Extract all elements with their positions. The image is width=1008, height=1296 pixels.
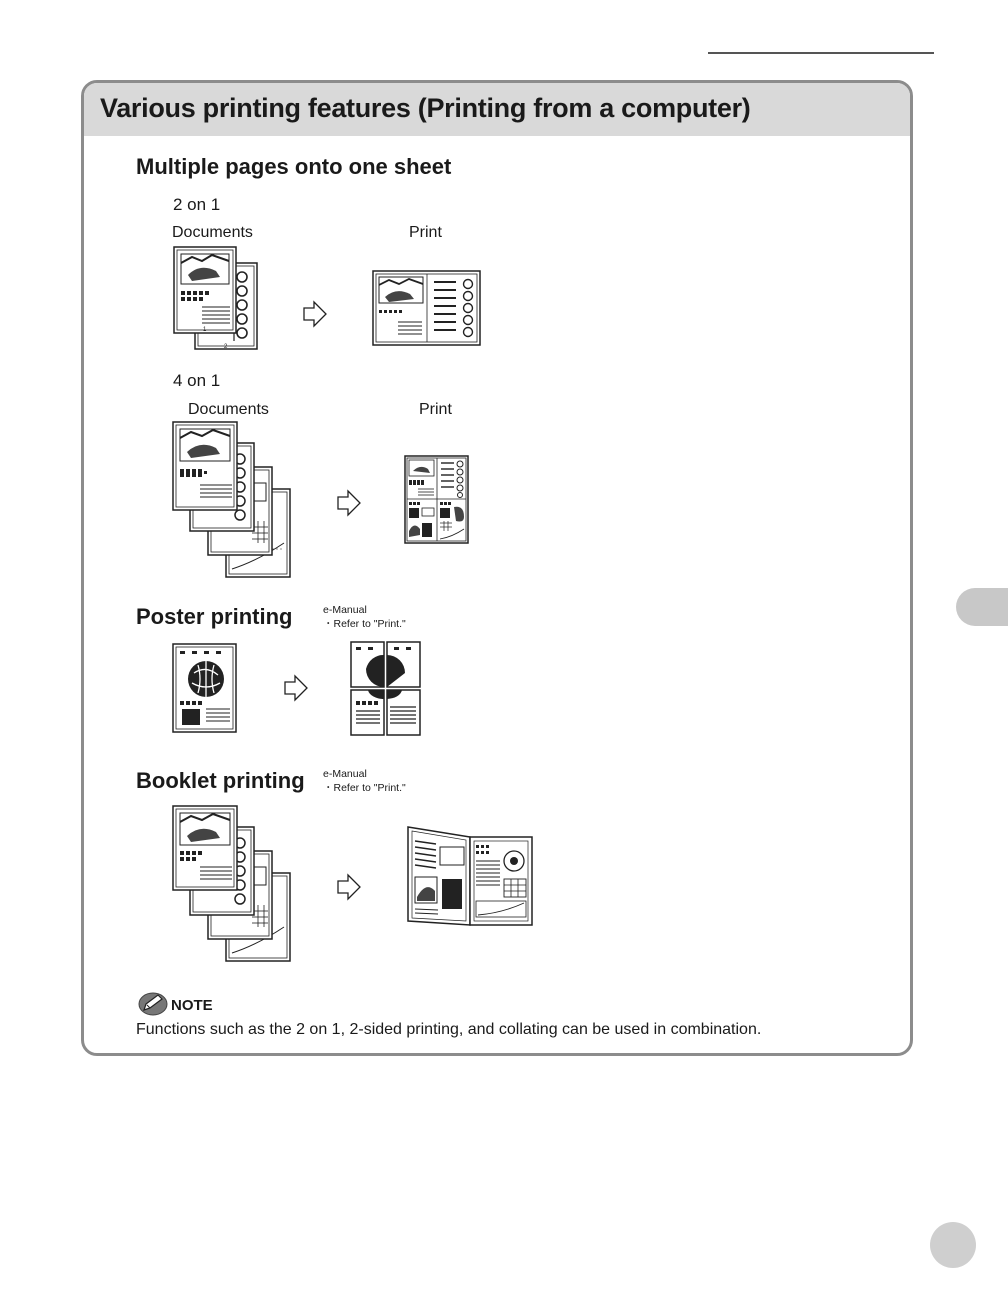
outline-right-arrow-icon bbox=[283, 675, 309, 701]
multiple-pages-heading: Multiple pages onto one sheet bbox=[136, 154, 452, 179]
booklet-emanual-ref bbox=[323, 767, 406, 795]
page-number-circle bbox=[930, 1222, 976, 1268]
poster-tile-bottom-right bbox=[387, 690, 420, 735]
poster-tile-top-right bbox=[387, 642, 420, 687]
two-on-one-print-illustration bbox=[372, 270, 482, 348]
outline-right-arrow-icon bbox=[336, 874, 362, 900]
booklet-ref-title: e-Manual bbox=[323, 768, 367, 780]
four-on-one-documents-illustration bbox=[172, 421, 294, 581]
panel-header bbox=[84, 83, 910, 136]
poster-tile-bottom-left bbox=[351, 690, 384, 735]
note-text: Functions such as the 2 on 1, 2-sided printing, and collating can be used in combination. bbox=[136, 1021, 762, 1038]
pencil-note-icon bbox=[138, 991, 168, 1017]
document-page-1 bbox=[173, 806, 237, 890]
document-page-1 bbox=[173, 422, 237, 510]
poster-document-illustration bbox=[172, 643, 238, 735]
poster-ref-text: ・Refer to "Print." bbox=[323, 618, 406, 630]
page-number-1: 1 bbox=[203, 327, 207, 333]
outline-right-arrow-icon bbox=[336, 490, 362, 516]
note-label: NOTE bbox=[171, 997, 213, 1014]
four-on-one-print-label: Print bbox=[419, 401, 452, 418]
four-on-one-documents-label: Documents bbox=[188, 401, 269, 418]
booklet-ref-text: ・Refer to "Print." bbox=[323, 782, 406, 794]
four-on-one-label: 4 on 1 bbox=[173, 371, 221, 390]
header-rule bbox=[708, 52, 934, 54]
outline-right-arrow-icon bbox=[302, 301, 328, 327]
booklet-print-illustration bbox=[406, 823, 534, 929]
panel-title: Various printing features (Printing from a computer) bbox=[100, 93, 751, 123]
poster-print-illustration bbox=[350, 641, 422, 737]
booklet-documents-illustration bbox=[172, 805, 294, 965]
two-on-one-label: 2 on 1 bbox=[173, 195, 221, 214]
two-on-one-documents-illustration bbox=[172, 245, 262, 353]
booklet-right-page bbox=[470, 837, 532, 925]
page-number-2: 2 bbox=[224, 344, 228, 350]
booklet-left-page bbox=[408, 827, 470, 925]
four-on-one-print-illustration bbox=[404, 455, 470, 545]
poster-ref-title: e-Manual bbox=[323, 604, 367, 616]
two-on-one-print-label: Print bbox=[409, 224, 442, 241]
poster-printing-heading: Poster printing bbox=[136, 604, 293, 629]
poster-tile-top-left bbox=[351, 642, 384, 687]
two-on-one-documents-label: Documents bbox=[172, 224, 253, 241]
booklet-printing-heading: Booklet printing bbox=[136, 768, 305, 793]
poster-emanual-ref bbox=[323, 603, 406, 631]
chapter-tab bbox=[956, 588, 1008, 626]
document-page-1 bbox=[174, 247, 236, 333]
